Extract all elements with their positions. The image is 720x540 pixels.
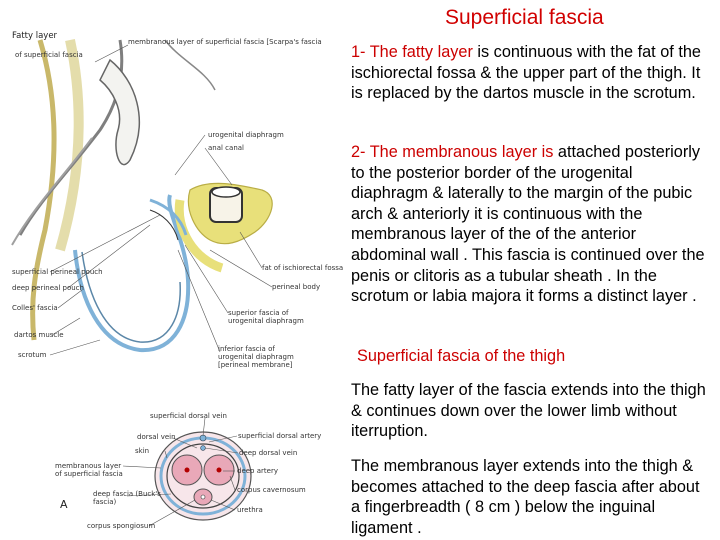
label-perineal-body: perineal body <box>272 283 321 291</box>
label-deep-fascia: deep fascia (Buck's fascia) <box>93 490 161 506</box>
label-fatty-layer: Fatty layer <box>12 31 58 41</box>
paragraph-thigh-membranous: The membranous layer extends into the thigh & becomes attached to the deep fascia after about a fingerbreadth ( 8 cm ) below the inguinal ligament . <box>351 457 700 537</box>
label-superficial-dorsal-artery: superficial dorsal artery <box>238 432 322 440</box>
label-corpus-spongiosum: corpus spongiosum <box>87 522 156 530</box>
label-deep-artery: deep artery <box>237 467 278 475</box>
label-urethra: urethra <box>237 506 263 514</box>
label-superior-fascia: superior fascia of urogenital diaphragm <box>228 309 304 325</box>
label-deep-perineal-pouch: deep perineal pouch <box>12 284 84 292</box>
label-deep-dorsal-vein: deep dorsal vein <box>239 449 298 457</box>
paragraph-fatty-layer <box>351 42 713 104</box>
label-of-superficial-fascia: of superficial fascia <box>15 51 83 59</box>
membranous-layer-heading: 2- The membranous layer is <box>351 143 554 161</box>
fatty-layer-text: is continuous with the fat of the ischiorectal fossa & the upper part of the thigh. It is replaced by the dartos muscle in the scrotum. <box>351 43 701 103</box>
label-corpus-cavernosum: corpus cavernosum <box>237 486 306 494</box>
section-subtitle: Superficial fascia of the thigh <box>357 347 566 365</box>
membranous-layer-text: attached posteriorly to the posterior border of the urogenital diaphragm & laterally to the margin of the pubic arch & anteriorly it is continuous with the membranous layer of the of the anterior abdominal wall . This fascia is continued over the penis or clitoris as a tubular sheath . In the scrotum or labia majora it forms a distinct layer . <box>351 143 705 306</box>
paragraph-membranous-layer <box>351 142 713 307</box>
label-urogenital-diaphragm: urogenital diaphragm <box>208 131 284 139</box>
label-superficial-dorsal-vein: superficial dorsal vein <box>150 412 227 420</box>
label-superficial-perineal-pouch: superficial perineal pouch <box>12 268 103 276</box>
label-colles-fascia: Colles' fascia <box>12 304 58 312</box>
fatty-layer-heading: 1- The fatty layer <box>351 43 473 61</box>
label-skin: skin <box>135 447 150 455</box>
label-dartos-muscle: dartos muscle <box>14 331 64 339</box>
label-membranous-layer-fig2: membranous layer of superficial fascia <box>55 462 123 478</box>
label-membranous-layer: membranous layer of superficial fascia [Scarpa's fascia <box>128 38 322 46</box>
paragraph-thigh-fatty: The fatty layer of the fascia extends into the thigh & continues down over the lower limb without iterruption. <box>351 381 706 441</box>
label-scrotum: scrotum <box>18 351 47 359</box>
penis-cross-section-figure <box>55 398 345 540</box>
figure-letter: A <box>60 498 68 511</box>
label-fat-ischiorectal: fat of ischiorectal fossa <box>262 264 344 272</box>
page-title: Superficial fascia <box>445 6 604 29</box>
perineum-section-figure <box>0 0 345 372</box>
label-dorsal-vein: dorsal vein <box>137 433 176 441</box>
label-anal-canal: anal canal <box>208 144 244 152</box>
label-inferior-fascia: inferior fascia of urogenital diaphragm [perineal membrane] <box>218 345 294 369</box>
